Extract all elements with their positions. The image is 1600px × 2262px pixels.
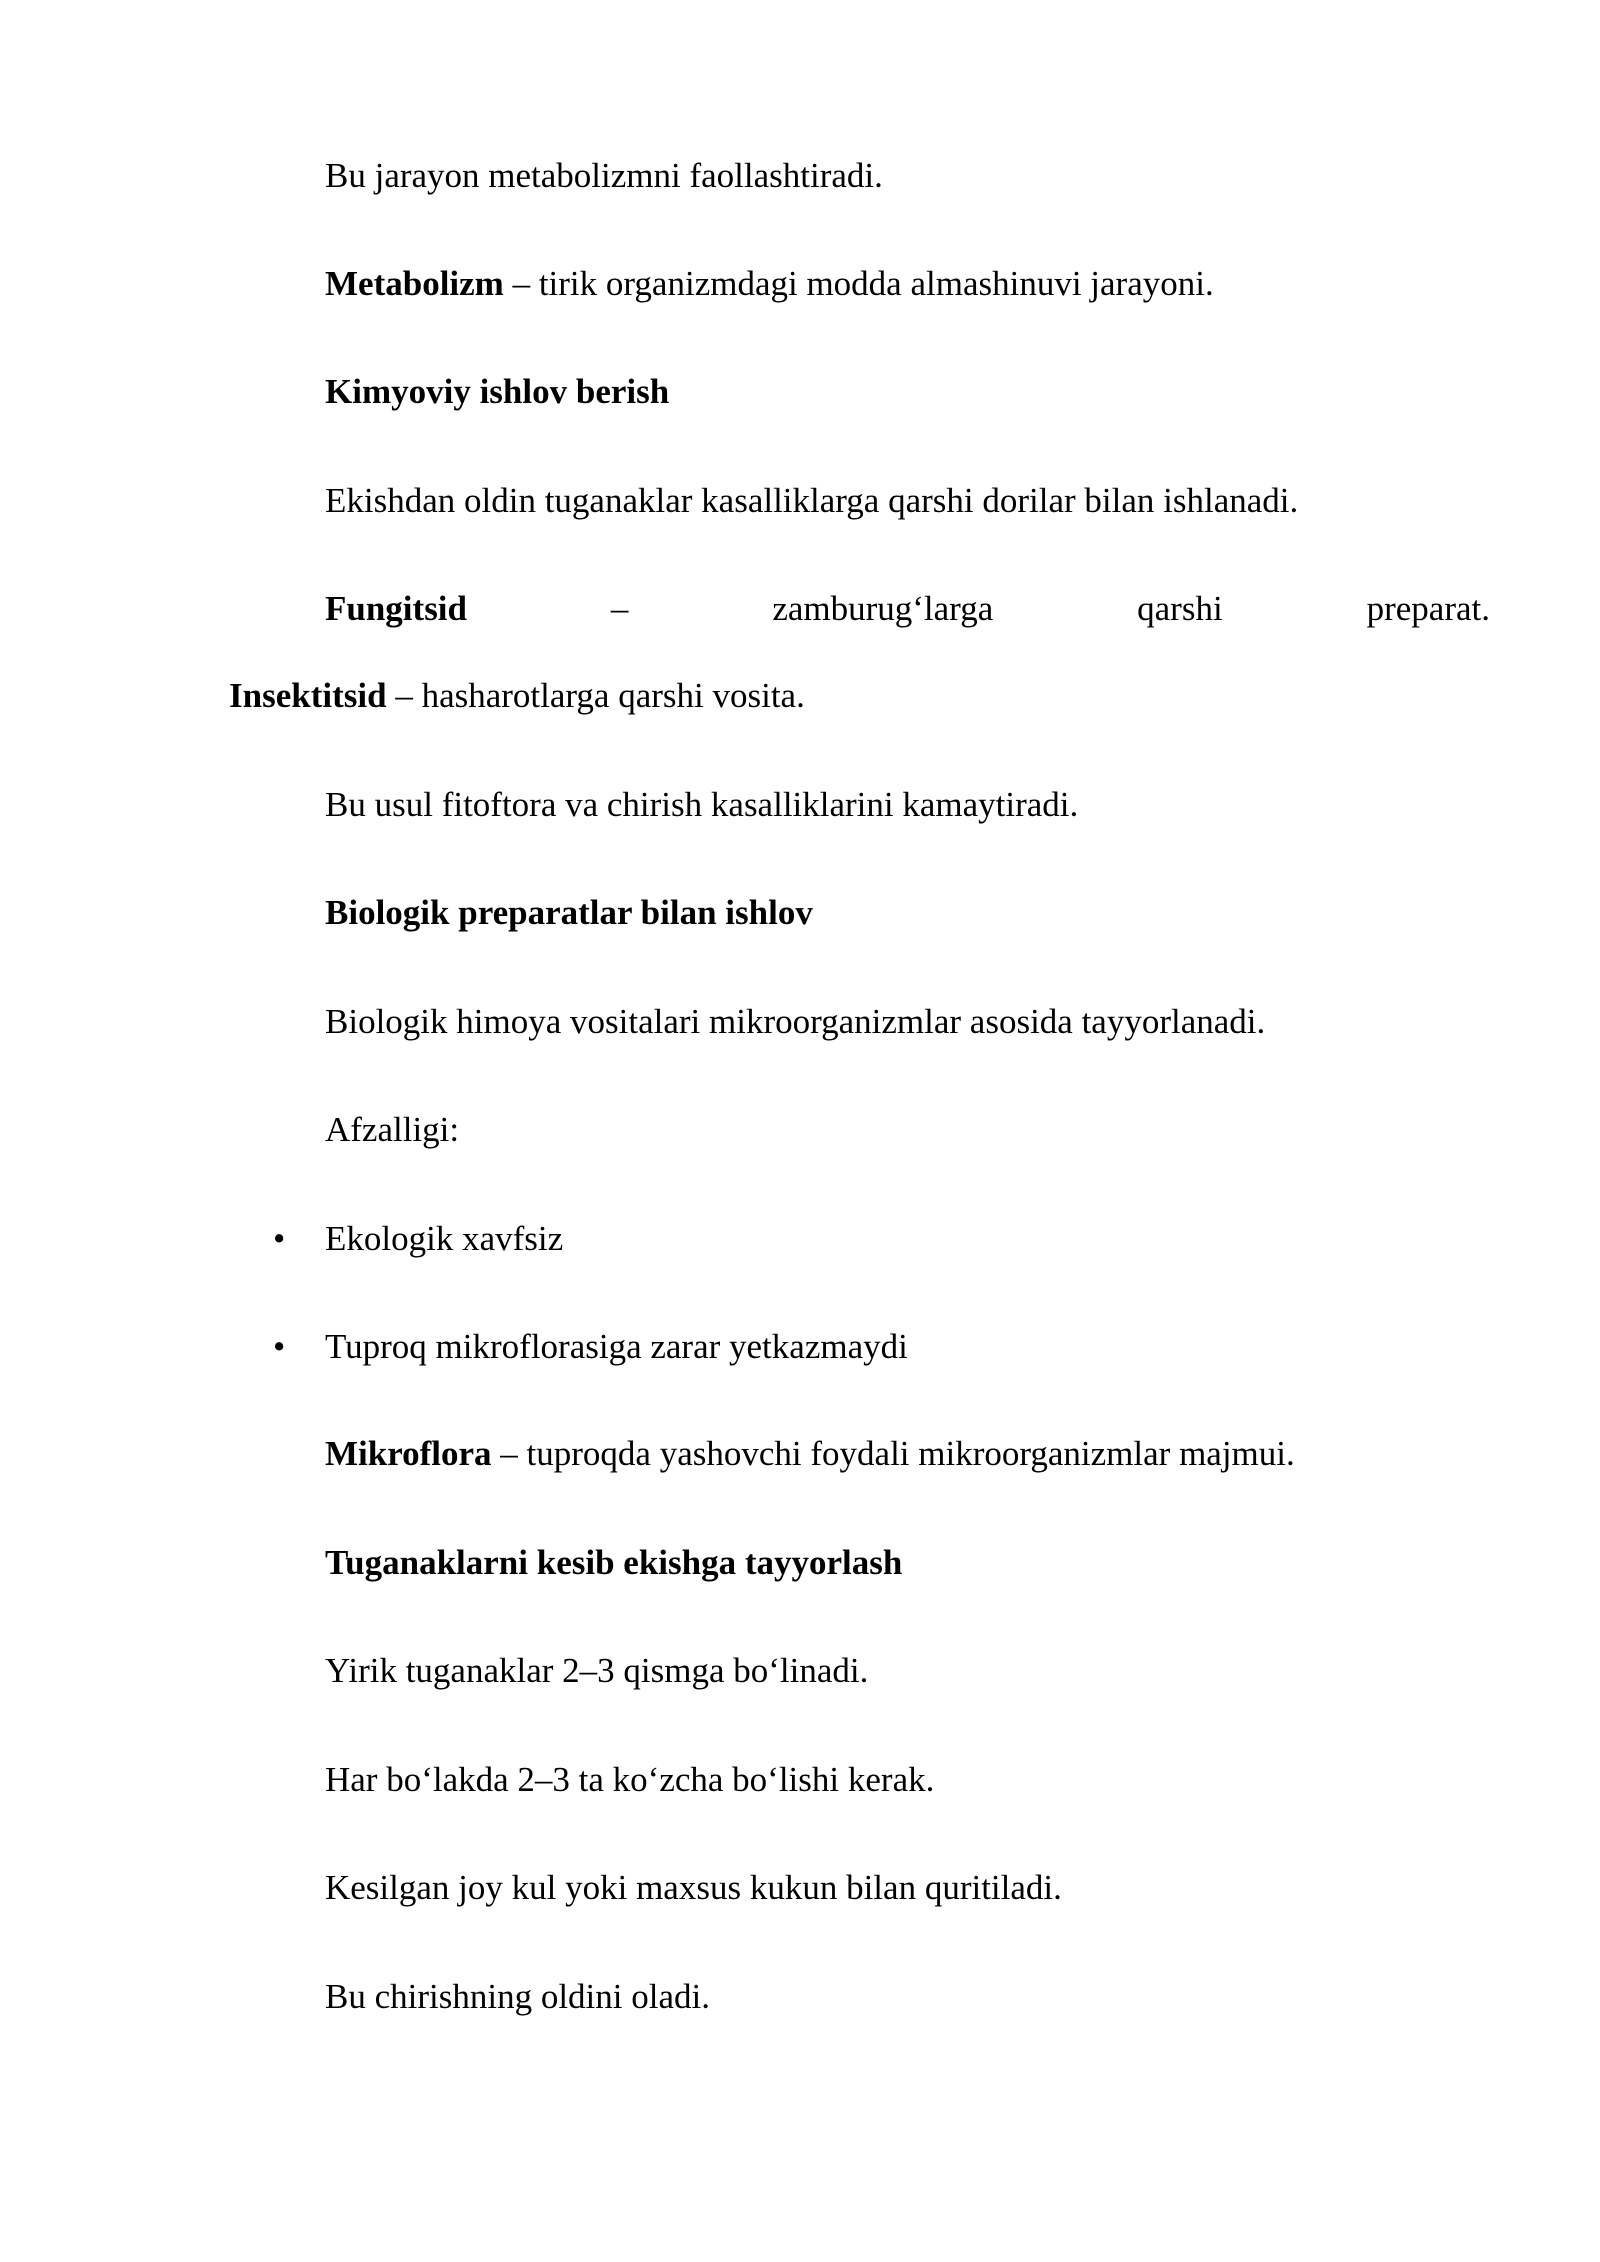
paragraph [325,479,1298,523]
section-heading-text: Tuganaklarni kesib ekishga tayyorlash [325,1543,903,1582]
definition-word: preparat. [1366,589,1490,628]
list-item-text: Ekologik xavfsiz [325,1219,564,1258]
definition-word: zamburug‘larga [772,589,994,628]
paragraph-text: Yirik tuganaklar 2–3 qismga bo‘linadi. [325,1651,869,1690]
section-heading-text: Kimyoviy ishlov berish [325,372,670,411]
paragraph-text: Bu jarayon metabolizmni faollashtiradi. [325,156,883,195]
paragraph [325,154,883,198]
paragraph-text: Bu chirishning oldini oladi. [325,1977,710,2016]
paragraph-text: Biologik himoya vositalari mikroorganizmlar asosida tayyorlanadi. [325,1002,1266,1041]
definition-text: – tuproqda yashovchi foydali mikroorganizmlar majmui. [491,1434,1295,1473]
paragraph-text: Har bo‘lakda 2–3 ta ko‘zcha bo‘lishi kerak. [325,1760,935,1799]
definition-paragraph [325,262,1214,306]
paragraph-text: Afzalligi: [325,1110,460,1149]
paragraph [325,1000,1265,1044]
bullet-icon: • [273,1327,286,1366]
paragraph-text: Ekishdan oldin tuganaklar kasalliklarga qarshi dorilar bilan ishlanadi. [325,481,1299,520]
paragraph [325,1866,1062,1910]
list-item [325,1217,563,1261]
section-heading-text: Biologik preparatlar bilan ishlov [325,893,813,932]
definition-dash: – [610,589,629,628]
section-heading [325,370,669,414]
definition-term: Fungitsid [325,589,467,628]
paragraph [325,1649,868,1693]
section-heading [325,1541,902,1585]
paragraph [325,1975,710,2019]
paragraph-text: Kesilgan joy kul yoki maxsus kukun bilan quritiladi. [325,1868,1062,1907]
definition-text: – tirik organizmdagi modda almashinuvi jarayoni. [503,264,1214,303]
definition-text: – hasharotlarga qarshi vosita. [386,676,805,715]
definition-term: Insektitsid [229,676,387,715]
definition-term: Metabolizm [325,264,504,303]
list-item [325,1325,908,1369]
paragraph-text: Bu usul fitoftora va chirish kasalliklarini kamaytiradi. [325,785,1079,824]
list-item-text: Tuproq mikroflorasiga zarar yetkazmaydi [325,1327,908,1366]
section-heading [325,891,813,935]
definition-paragraph [325,1432,1295,1476]
justified-definition-line [325,587,1490,631]
bullet-icon: • [273,1219,286,1258]
definition-term: Mikroflora [325,1434,492,1473]
definition-word: qarshi [1137,589,1223,628]
paragraph [325,783,1078,827]
paragraph [325,1758,934,1802]
definition-paragraph [229,674,805,718]
paragraph [325,1108,459,1152]
